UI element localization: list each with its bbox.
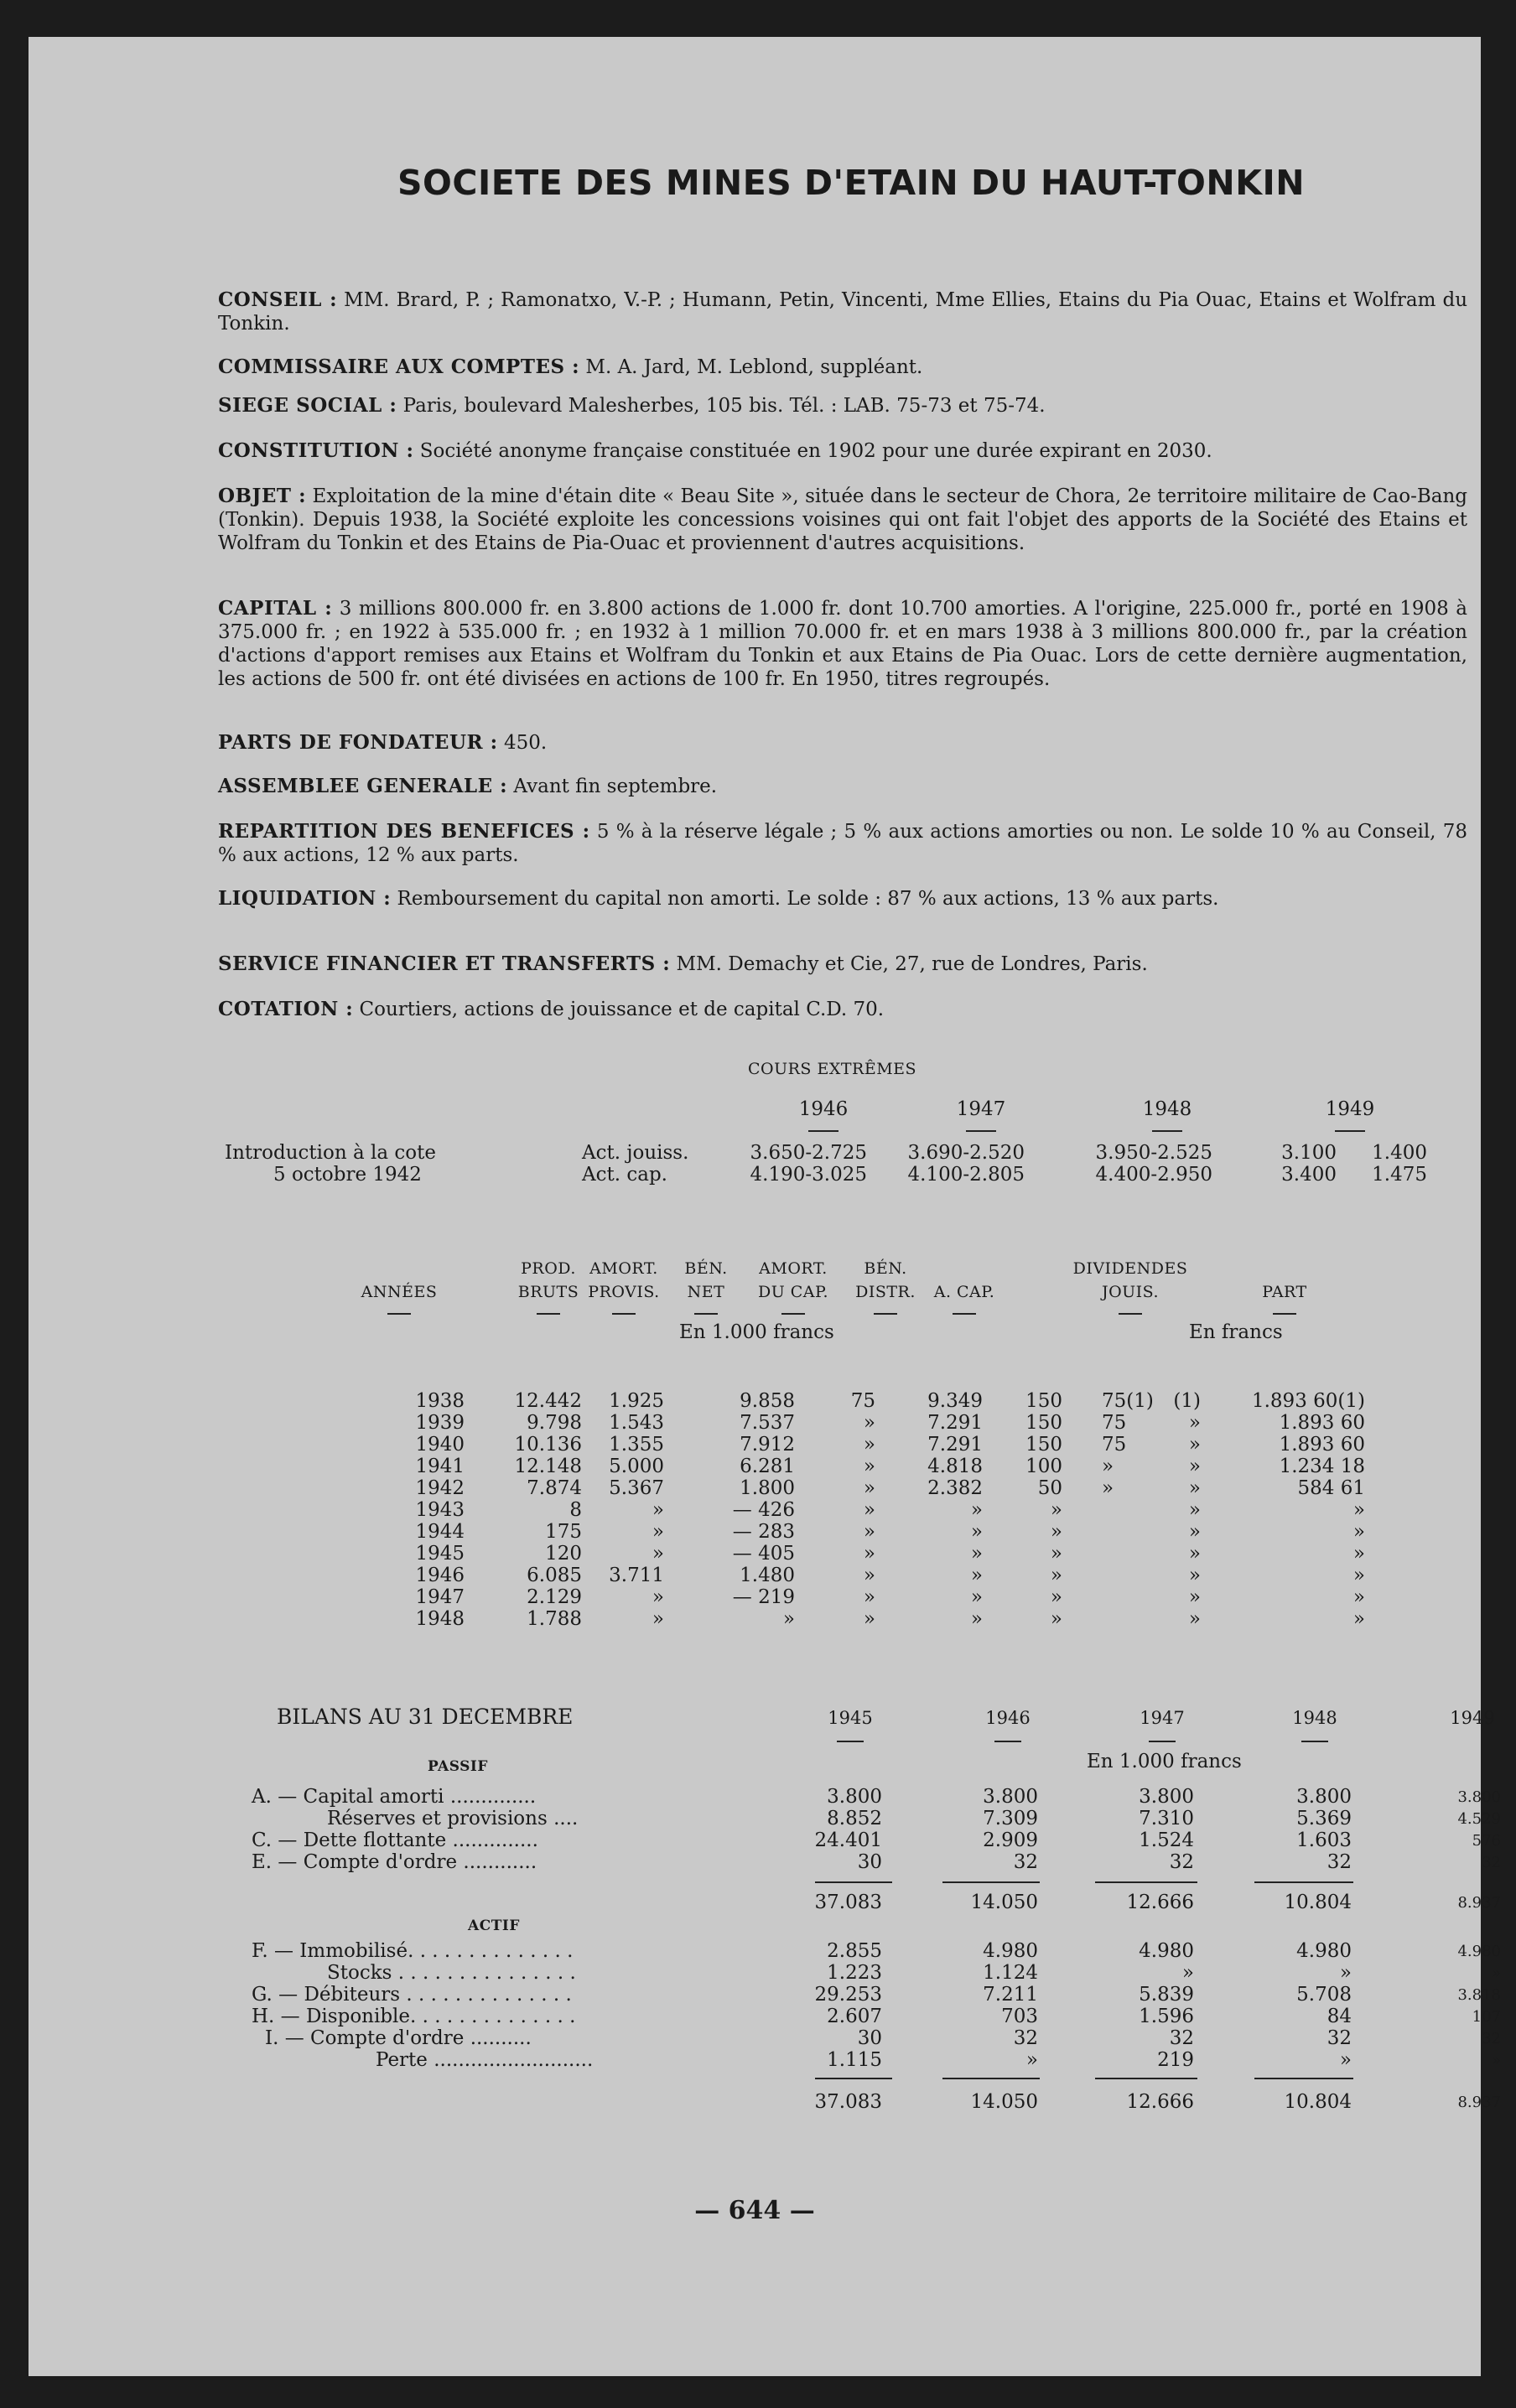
results-cell: 1944 — [415, 1521, 465, 1543]
bilans-value: 107 — [1472, 2008, 1501, 2026]
results-cell: 1945 — [415, 1543, 465, 1565]
bilans-value: » — [1491, 1964, 1501, 1982]
cours-year: 1946 — [798, 1098, 849, 1120]
results-cell: 75(1) — [1102, 1390, 1154, 1412]
section-3 — [218, 439, 1467, 463]
results-cell: » — [652, 1586, 664, 1608]
bilans-value: 2.607 — [827, 2006, 882, 2027]
results-cell: 1941 — [415, 1456, 465, 1477]
section-11 — [218, 998, 1467, 1021]
results-unit-right: En francs — [1189, 1321, 1283, 1343]
results-cell: — 426 — [732, 1499, 795, 1521]
bilans-value: 29.253 — [814, 1984, 882, 2006]
results-cell: 584 61 — [1297, 1477, 1365, 1499]
bilans-value: 2.855 — [827, 1940, 882, 1962]
section-4 — [218, 485, 1467, 555]
section-0 — [218, 288, 1467, 335]
results-header-dash — [1273, 1313, 1296, 1315]
results-unit-left: En 1.000 francs — [679, 1321, 834, 1343]
results-cell: 9.798 — [527, 1412, 582, 1434]
results-cell: 75 — [1102, 1434, 1127, 1456]
section-text: 3 millions 800.000 fr. en 3.800 actions de 1.000 fr. dont 10.700 amorties. A l'origine, 225.000 fr., porté en 1908 à 375.000 fr. ; en 1922 à 535.000 fr. ; en 1932 à 1 million 70.000 fr. et en mars 1938 à 3 millions 800.000 fr., par la création d'actions d'apport remises aux Etains et Wolfram du Tonkin et aux Etains de Pia Ouac. Lors de cette dernière augmentation, les actions de 500 fr. ont été divisées en actions de 100 fr. En 1950, titres regroupés. — [218, 598, 1467, 690]
bilans-value: 576 — [1472, 1832, 1501, 1850]
bilans-rule — [942, 1881, 1040, 1883]
results-cell: 7.874 — [527, 1477, 582, 1499]
results-header-dash — [953, 1313, 976, 1315]
results-cell: » — [970, 1586, 983, 1608]
results-cell: » — [863, 1521, 875, 1543]
bilans-total: 37.083 — [814, 2091, 882, 2113]
bilans-value: 4.980 — [1296, 1940, 1352, 1962]
results-header: BÉN. — [864, 1259, 907, 1278]
bilans-title: BILANS AU 31 DECEMBRE — [277, 1705, 574, 1729]
results-header: PROVIS. — [588, 1283, 660, 1301]
section-text: Avant fin septembre. — [507, 776, 718, 797]
bilans-unit: En 1.000 francs — [1087, 1751, 1242, 1772]
bilans-total: 37.083 — [814, 1892, 882, 1913]
section-label: REPARTITION DES BENEFICES : — [218, 820, 590, 843]
results-cell: » — [1188, 1543, 1201, 1565]
bilans-value: 1.223 — [827, 1962, 882, 1984]
section-label: CONSEIL : — [218, 288, 338, 311]
results-cell: » — [1102, 1456, 1114, 1477]
results-cell: 1948 — [415, 1608, 465, 1630]
bilans-passif-label: PASSIF — [428, 1758, 488, 1775]
results-cell: » — [1050, 1608, 1062, 1630]
results-cell: » — [1352, 1608, 1365, 1630]
section-5 — [218, 597, 1467, 691]
cours-year: 1949 — [1325, 1098, 1375, 1120]
results-cell: 175 — [545, 1521, 582, 1543]
bilans-value: 3.800 — [1139, 1786, 1194, 1808]
results-cell: 50 — [1037, 1477, 1062, 1499]
bilans-value: 4.980 — [983, 1940, 1038, 1962]
section-10 — [218, 952, 1467, 976]
bilans-year: 1947 — [1140, 1708, 1185, 1728]
cours-value: 1.475 — [1372, 1164, 1427, 1186]
results-cell: » — [1050, 1543, 1062, 1565]
results-cell: 5.000 — [609, 1456, 664, 1477]
bilans-value: 3.800 — [1457, 1788, 1501, 1806]
bilans-value: 2.909 — [983, 1829, 1038, 1851]
bilans-value: 32 — [1013, 1851, 1038, 1873]
bilans-value: 8.852 — [827, 1808, 882, 1829]
results-cell: » — [652, 1543, 664, 1565]
section-text: Courtiers, actions de jouissance et de capital C.D. 70. — [353, 999, 885, 1020]
bilans-value: 4.980 — [1457, 1943, 1501, 1960]
results-cell: 10.136 — [514, 1434, 582, 1456]
bilans-total: 10.804 — [1284, 2091, 1352, 2113]
bilans-value: » — [1339, 2049, 1352, 2071]
results-cell: 1946 — [415, 1565, 465, 1586]
results-cell: » — [1352, 1543, 1365, 1565]
bilans-actif-label: ACTIF — [468, 1918, 520, 1934]
results-cell: 9.349 — [927, 1390, 983, 1412]
section-text: MM. Demachy et Cie, 27, rue de Londres, Paris. — [670, 953, 1148, 975]
section-9 — [218, 887, 1467, 911]
section-text: MM. Brard, P. ; Ramonatxo, V.-P. ; Humann, Petin, Vincenti, Mme Ellies, Etains du Pia Ouac, Etains et Wolfram du Tonkin. — [218, 289, 1468, 335]
results-header: NET — [687, 1283, 725, 1301]
results-cell: (1) — [1173, 1390, 1201, 1412]
results-cell: » — [970, 1565, 983, 1586]
results-cell: » — [1188, 1477, 1201, 1499]
section-text: Paris, boulevard Malesherbes, 105 bis. Tél. : LAB. 75-73 et 75-74. — [397, 395, 1046, 417]
results-cell: » — [970, 1521, 983, 1543]
bilans-passif-label-row: A. — Capital amorti .............. — [252, 1786, 537, 1808]
results-cell: — 283 — [732, 1521, 795, 1543]
results-cell: 1.893 60 — [1279, 1434, 1365, 1456]
section-text: Exploitation de la mine d'étain dite « Beau Site », située dans le secteur de Chora, 2e territoire militaire de Cao-Bang (Tonkin). Depuis 1938, la Société exploite les concessions voisines qui ont fait l'objet des apports de la Société des Etains et Wolfram du Tonkin et des Etains de Pia-Ouac et proviennent d'autres acquisitions. — [218, 485, 1467, 554]
results-cell: » — [1050, 1499, 1062, 1521]
cours-intro-line2: 5 octobre 1942 — [273, 1164, 422, 1186]
results-cell: 100 — [1025, 1456, 1062, 1477]
bilans-passif-label-row: E. — Compte d'ordre ............ — [252, 1851, 537, 1873]
bilans-total: 14.050 — [970, 2091, 1038, 2113]
bilans-passif-label-row: C. — Dette flottante .............. — [252, 1829, 538, 1851]
bilans-passif-label-row: Réserves et provisions .... — [327, 1808, 579, 1829]
bilans-total: 14.050 — [970, 1892, 1038, 1913]
results-cell: » — [863, 1543, 875, 1565]
results-cell: 4.818 — [927, 1456, 983, 1477]
cours-year-dash — [1152, 1130, 1182, 1132]
bilans-total: 8.937 — [1457, 2094, 1501, 2111]
bilans-value: 32 — [1013, 2027, 1038, 2049]
bilans-value: 30 — [857, 2027, 882, 2049]
results-cell: » — [1188, 1521, 1201, 1543]
bilans-value: » — [1181, 1962, 1194, 1984]
section-label: CONSTITUTION : — [218, 439, 414, 462]
results-cell: » — [863, 1412, 875, 1434]
bilans-value: 1.524 — [1139, 1829, 1194, 1851]
results-cell: — 219 — [732, 1586, 795, 1608]
results-cell: » — [863, 1456, 875, 1477]
results-cell: » — [1050, 1565, 1062, 1586]
results-cell: » — [863, 1565, 875, 1586]
bilans-actif-label-row: Perte .......................... — [376, 2049, 594, 2071]
results-header-dash — [387, 1313, 411, 1315]
results-cell: » — [970, 1608, 983, 1630]
bilans-value: 4.529 — [1457, 1810, 1501, 1828]
document-page — [29, 37, 1501, 2376]
bilans-value: » — [1025, 2049, 1038, 2071]
results-cell: 120 — [545, 1543, 582, 1565]
results-cell: 8 — [569, 1499, 582, 1521]
bilans-value: 7.211 — [983, 1984, 1038, 2006]
results-cell: 1.925 — [609, 1390, 664, 1412]
bilans-value: 4.980 — [1139, 1940, 1194, 1962]
bilans-value: 24.401 — [814, 1829, 882, 1851]
section-text: Société anonyme française constituée en 1902 pour une durée expirant en 2030. — [413, 440, 1212, 462]
results-cell: » — [863, 1608, 875, 1630]
section-label: CAPITAL : — [218, 597, 333, 620]
bilans-value: 219 — [1157, 2049, 1194, 2071]
bilans-rule — [1095, 1881, 1197, 1883]
bilans-total: 12.666 — [1126, 2091, 1194, 2113]
cours-value: 4.100-2.805 — [907, 1164, 1025, 1186]
results-cell: 1947 — [415, 1586, 465, 1608]
cours-value: 3.400 — [1281, 1164, 1337, 1186]
bilans-value: 5.369 — [1296, 1808, 1352, 1829]
bilans-rule — [815, 1881, 892, 1883]
results-cell: 1938 — [415, 1390, 465, 1412]
bilans-rule — [1095, 2078, 1197, 2079]
bilans-value: 7.310 — [1139, 1808, 1194, 1829]
results-cell: » — [863, 1586, 875, 1608]
results-cell: 1942 — [415, 1477, 465, 1499]
bilans-actif-label-row: F. — Immobilisé. . . . . . . . . . . . . . — [252, 1940, 574, 1962]
cours-year-dash — [808, 1130, 838, 1132]
bilans-rule — [815, 2078, 892, 2079]
results-cell: 1943 — [415, 1499, 465, 1521]
results-header: AMORT. — [589, 1259, 658, 1278]
cours-row-label: Act. jouiss. — [582, 1142, 689, 1164]
results-cell: » — [1352, 1499, 1365, 1521]
results-cell: » — [970, 1499, 983, 1521]
section-text: 5 % à la réserve légale ; 5 % aux actions amorties ou non. Le solde 10 % au Conseil, 78 % aux actions, 12 % aux parts. — [218, 821, 1467, 866]
bilans-total: 8.937 — [1457, 1894, 1501, 1912]
results-cell: 6.281 — [740, 1456, 795, 1477]
bilans-actif-label-row: H. — Disponible. . . . . . . . . . . . . . — [252, 2006, 576, 2027]
results-cell: 2.129 — [527, 1586, 582, 1608]
results-cell: 150 — [1025, 1390, 1062, 1412]
results-cell: 9.858 — [740, 1390, 795, 1412]
results-cell: 2.382 — [927, 1477, 983, 1499]
results-header: PROD. — [521, 1259, 576, 1278]
results-cell: 12.442 — [514, 1390, 582, 1412]
bilans-year-dash — [994, 1741, 1021, 1742]
cours-value: 3.690-2.520 — [907, 1142, 1025, 1164]
section-2 — [218, 394, 1467, 418]
results-cell: 5.367 — [609, 1477, 664, 1499]
section-label: COMMISSAIRE AUX COMPTES : — [218, 355, 580, 378]
section-label: OBJET : — [218, 485, 307, 507]
results-cell: » — [863, 1434, 875, 1456]
bilans-value: 32 — [1482, 2030, 1501, 2047]
results-header-dash — [612, 1313, 636, 1315]
results-cell: 7.291 — [927, 1412, 983, 1434]
results-cell: » — [652, 1499, 664, 1521]
results-cell: » — [1352, 1586, 1365, 1608]
results-cell: 150 — [1025, 1434, 1062, 1456]
bilans-value: 32 — [1326, 1851, 1352, 1873]
results-header: JOUIS. — [1101, 1283, 1160, 1301]
results-cell: 7.912 — [740, 1434, 795, 1456]
results-header: A. CAP. — [933, 1283, 995, 1301]
cours-year: 1948 — [1142, 1098, 1192, 1120]
cours-value: 4.190-3.025 — [750, 1164, 867, 1186]
results-cell: » — [863, 1477, 875, 1499]
results-header: ANNÉES — [361, 1283, 438, 1301]
bilans-year: 1948 — [1292, 1708, 1337, 1728]
bilans-year: 1946 — [985, 1708, 1031, 1728]
bilans-value: 703 — [1001, 2006, 1038, 2027]
section-label: SERVICE FINANCIER ET TRANSFERTS : — [218, 952, 671, 975]
bilans-value: 1.115 — [827, 2049, 882, 2071]
section-6 — [218, 731, 1467, 755]
section-text: M. A. Jard, M. Leblond, suppléant. — [579, 356, 923, 378]
page-title: SOCIETE DES MINES D'ETAIN DU HAUT-TONKIN — [397, 163, 1306, 203]
results-cell: 1.234 18 — [1279, 1456, 1365, 1477]
results-cell: » — [782, 1608, 795, 1630]
bilans-value: 3.818 — [1457, 1986, 1501, 2004]
results-cell: 1939 — [415, 1412, 465, 1434]
bilans-actif-label-row: Stocks . . . . . . . . . . . . . . . — [327, 1962, 576, 1984]
results-header-dash — [874, 1313, 897, 1315]
bilans-value: 3.800 — [1296, 1786, 1352, 1808]
results-cell: 7.537 — [740, 1412, 795, 1434]
results-cell: 1.480 — [740, 1565, 795, 1586]
results-cell: 1.543 — [609, 1412, 664, 1434]
results-header: BÉN. — [684, 1259, 728, 1278]
results-cell: » — [1352, 1565, 1365, 1586]
results-cell: » — [1188, 1608, 1201, 1630]
results-header: AMORT. — [759, 1259, 828, 1278]
results-cell: » — [1188, 1499, 1201, 1521]
results-cell: » — [1050, 1521, 1062, 1543]
results-cell: » — [1188, 1456, 1201, 1477]
results-header-dash — [1119, 1313, 1142, 1315]
results-cell: » — [970, 1543, 983, 1565]
cours-row-label: Act. cap. — [582, 1164, 667, 1186]
results-cell: 1.788 — [527, 1608, 582, 1630]
bilans-value: 32 — [1482, 1854, 1501, 1871]
bilans-year: 1949 — [1450, 1708, 1495, 1728]
results-header-dash — [781, 1313, 805, 1315]
section-label: PARTS DE FONDATEUR : — [218, 731, 498, 754]
results-cell: » — [652, 1521, 664, 1543]
cours-year-dash — [1335, 1130, 1365, 1132]
results-header: DISTR. — [855, 1283, 916, 1301]
bilans-year-dash — [837, 1741, 864, 1742]
bilans-rule — [942, 2078, 1040, 2079]
bilans-total: 12.666 — [1126, 1892, 1194, 1913]
results-cell: » — [1352, 1521, 1365, 1543]
results-header: BRUTS — [517, 1283, 579, 1301]
section-text: 450. — [497, 732, 548, 754]
results-cell: » — [1050, 1586, 1062, 1608]
bilans-value: 30 — [857, 1851, 882, 1873]
cours-value: 3.650-2.725 — [750, 1142, 867, 1164]
bilans-value: 3.800 — [983, 1786, 1038, 1808]
results-cell: 1.800 — [740, 1477, 795, 1499]
results-cell: 1.893 60(1) — [1251, 1390, 1365, 1412]
bilans-value: 1.124 — [983, 1962, 1038, 1984]
section-label: SIEGE SOCIAL : — [218, 394, 397, 417]
bilans-value: 5.839 — [1139, 1984, 1194, 2006]
results-cell: » — [1188, 1586, 1201, 1608]
results-cell: » — [1188, 1412, 1201, 1434]
bilans-actif-label-row: G. — Débiteurs . . . . . . . . . . . . . . — [252, 1984, 572, 2006]
results-cell: 150 — [1025, 1412, 1062, 1434]
bilans-year-dash — [1301, 1741, 1328, 1742]
results-cell: » — [1188, 1434, 1201, 1456]
section-text: Remboursement du capital non amorti. Le solde : 87 % aux actions, 13 % aux parts. — [391, 888, 1219, 910]
results-header: PART — [1262, 1283, 1307, 1301]
bilans-value: 7.309 — [983, 1808, 1038, 1829]
cours-heading: COURS EXTRÊMES — [748, 1060, 917, 1078]
section-7 — [218, 775, 1467, 798]
results-header: DIVIDENDES — [1072, 1259, 1188, 1278]
results-cell: 75 — [1102, 1412, 1127, 1434]
bilans-value: » — [1491, 2052, 1501, 2069]
results-cell: 6.085 — [527, 1565, 582, 1586]
section-label: COTATION : — [218, 998, 354, 1020]
bilans-value: 84 — [1326, 2006, 1352, 2027]
bilans-year-dash — [1149, 1741, 1176, 1742]
results-cell: 3.711 — [609, 1565, 664, 1586]
bilans-total: 10.804 — [1284, 1892, 1352, 1913]
cours-value: 3.100 — [1281, 1142, 1337, 1164]
bilans-value: 32 — [1169, 1851, 1194, 1873]
results-cell: » — [1102, 1477, 1114, 1499]
cours-intro-line1: Introduction à la cote — [225, 1142, 436, 1164]
results-cell: 1940 — [415, 1434, 465, 1456]
bilans-year: 1945 — [828, 1708, 873, 1728]
cours-year: 1947 — [956, 1098, 1006, 1120]
bilans-value: 3.800 — [827, 1786, 882, 1808]
results-cell: — 405 — [732, 1543, 795, 1565]
page-number: — 644 — — [694, 2196, 815, 2225]
bilans-value: 32 — [1169, 2027, 1194, 2049]
results-cell: 75 — [850, 1390, 875, 1412]
results-cell: 1.355 — [609, 1434, 664, 1456]
cours-value: 3.950-2.525 — [1095, 1142, 1212, 1164]
bilans-rule — [1254, 2078, 1353, 2079]
bilans-actif-label-row: I. — Compte d'ordre .......... — [265, 2027, 532, 2049]
cours-value: 1.400 — [1372, 1142, 1427, 1164]
results-header-dash — [694, 1313, 718, 1315]
section-label: LIQUIDATION : — [218, 887, 392, 910]
bilans-value: 5.708 — [1296, 1984, 1352, 2006]
bilans-rule — [1254, 1881, 1353, 1883]
section-1 — [218, 355, 1467, 379]
results-header: DU CAP. — [757, 1283, 829, 1301]
results-cell: 12.148 — [514, 1456, 582, 1477]
bilans-value: 1.603 — [1296, 1829, 1352, 1851]
bilans-value: 1.596 — [1139, 2006, 1194, 2027]
bilans-value: » — [1339, 1962, 1352, 1984]
results-cell: » — [1188, 1565, 1201, 1586]
section-label: ASSEMBLEE GENERALE : — [218, 775, 508, 797]
cours-value: 4.400-2.950 — [1095, 1164, 1212, 1186]
results-cell: 1.893 60 — [1279, 1412, 1365, 1434]
results-header-dash — [537, 1313, 560, 1315]
cours-year-dash — [966, 1130, 996, 1132]
bilans-value: 32 — [1326, 2027, 1352, 2049]
section-8 — [218, 820, 1467, 867]
results-cell: 7.291 — [927, 1434, 983, 1456]
results-cell: » — [863, 1499, 875, 1521]
results-cell: » — [652, 1608, 664, 1630]
